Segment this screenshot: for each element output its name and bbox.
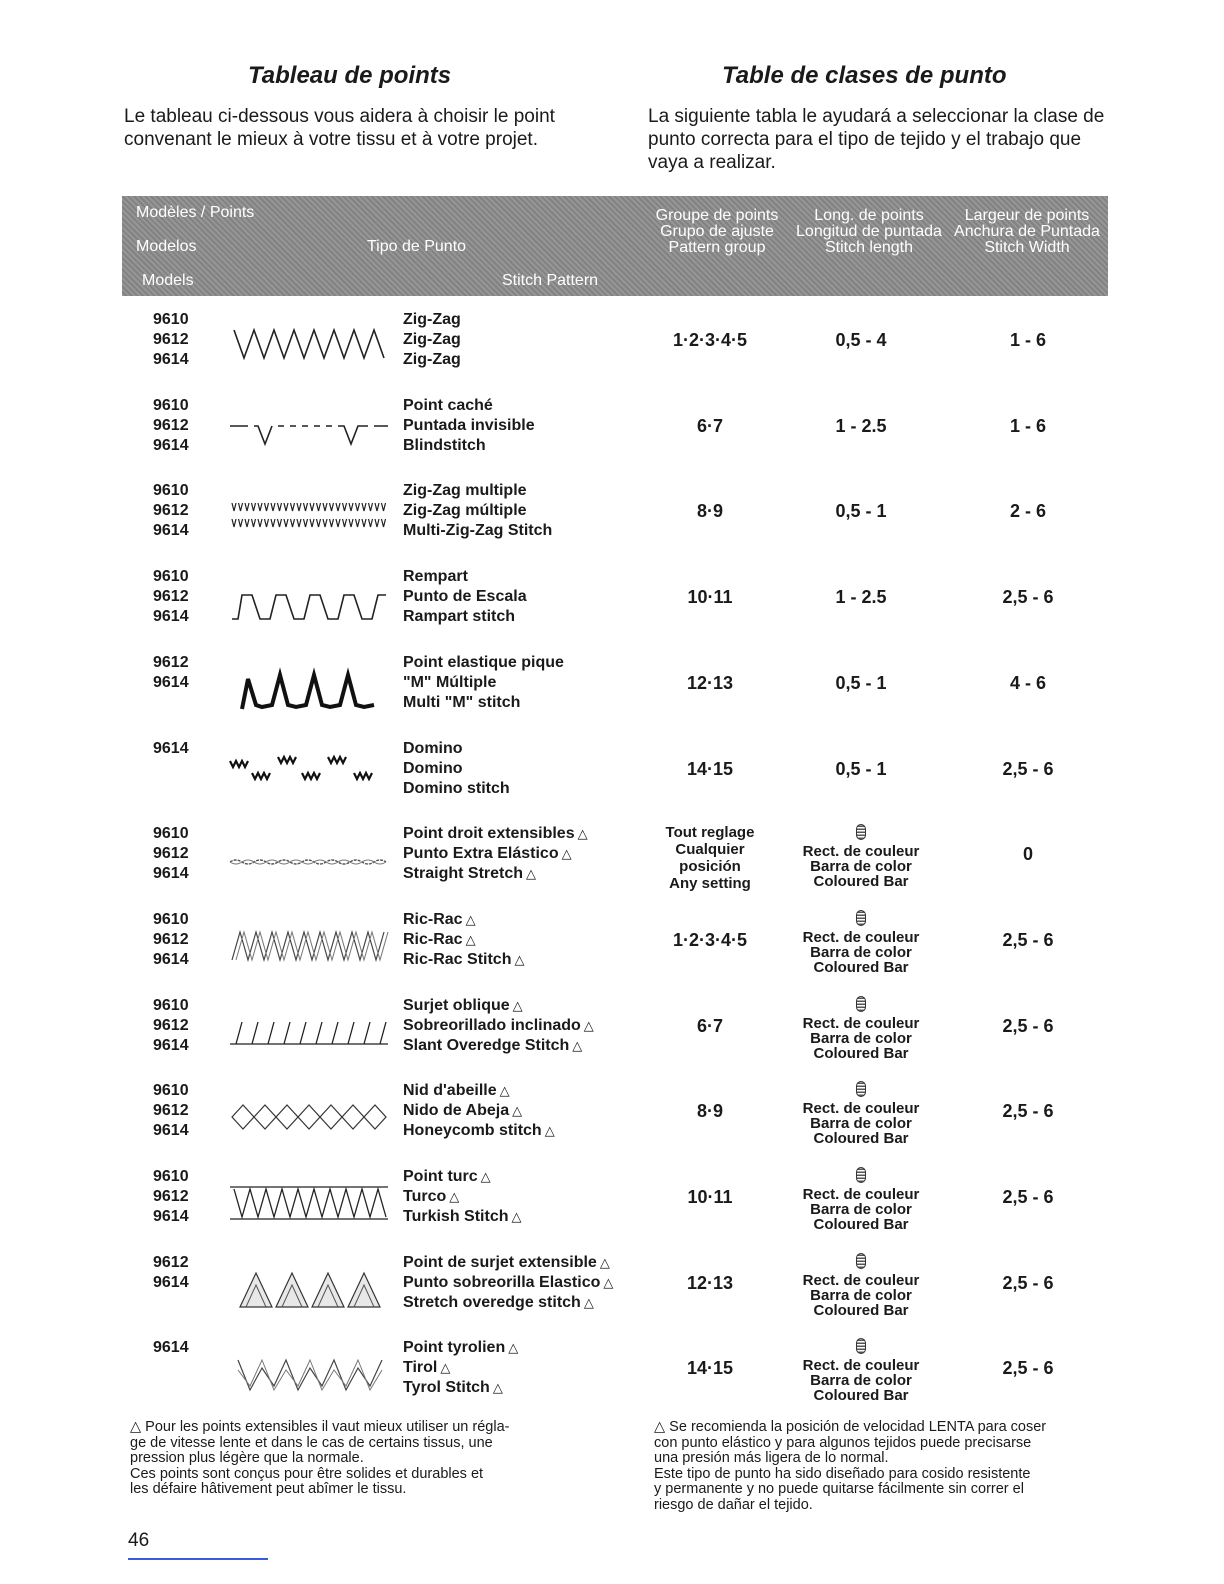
right-title: Table de clases de punto [722,62,1007,89]
model-number: 9614 [153,1122,189,1140]
stitch-name-line [403,1081,648,1101]
table-row [0,1253,1224,1339]
triangle-icon: △ [512,1103,523,1119]
triangle-icon: △ [492,1380,503,1396]
stitch-name-line [403,864,648,884]
stitch-name: Point droit extensibles [403,825,575,843]
stitch-length: 1 - 2.5 [835,587,887,608]
model-number: 9610 [153,910,189,928]
model-number: 9610 [153,1082,189,1100]
model-number: 9612 [153,416,189,434]
header-modeles-points: Modèles / Points [136,204,255,221]
stitch-length-line: Barra de color [810,943,912,961]
stitch-name: Point caché [403,396,493,414]
rampart-stitch-icon [228,575,390,625]
stitch-length [800,1338,922,1403]
stitch-length-line: Barra de color [810,1286,912,1304]
page-number: 46 [128,1530,150,1551]
stitch-names [403,910,648,970]
stitch-name: Puntada invisible [403,416,535,434]
stitch-names [403,824,648,884]
header-width-fr: Largeur de points [964,207,1090,224]
model-number: 9610 [153,568,189,586]
stitch-names [403,996,648,1056]
table-header [122,196,1108,296]
table-row [0,1081,1224,1167]
header-modelos: Modelos [136,238,197,255]
stitch-name: Domino [403,759,463,777]
pattern-group-line: posición [679,858,741,876]
multi-zigzag-icon [228,489,390,539]
stitch-name-line [403,759,648,779]
pattern-group-line: Cualquier [675,841,745,859]
stitch-name: Punto sobreorilla Elastico [403,1273,601,1291]
stitch-name: Turco [403,1188,447,1205]
stitch-name-line [403,416,648,436]
model-number: 9612 [153,930,189,948]
model-number: 9612 [153,1016,189,1034]
stitch-width: 1 - 6 [1009,415,1047,436]
stitch-name: Punto Extra Elástico [403,845,559,863]
model-number: 9612 [153,331,189,348]
stitch-length [800,1167,922,1232]
pattern-group: 6·7 [696,1015,723,1036]
header-group-es: Grupo de ajuste [660,223,774,240]
triangle-icon: △ [465,911,476,927]
stitch-length-line: Rect. de couleur [802,843,920,861]
coloured-bar-icon [856,1338,866,1354]
stitch-width: 2,5 - 6 [1002,758,1054,779]
stitch-name: Nid d'abeille [403,1082,497,1100]
stitch-length: 1 - 2.5 [835,415,887,436]
model-number: 9612 [153,588,189,606]
model-number: 9612 [153,845,189,863]
coloured-bar-icon [856,1167,866,1183]
stitch-length: 0,5 - 1 [835,501,887,522]
stitch-width: 2,5 - 6 [1002,1358,1054,1379]
stitch-name-line [403,693,648,713]
stitch-name-line [403,1207,648,1227]
stitch-name-line [403,673,648,693]
model-number: 9614 [153,950,189,968]
table-row [0,910,1224,996]
model-number: 9614 [153,351,189,368]
stitch-name-line [403,1036,648,1056]
stitch-name: Honeycomb stitch [403,1122,542,1140]
model-numbers [153,1081,203,1141]
pattern-group: 6·7 [696,415,723,436]
zigzag-stitch-icon [228,318,390,368]
straight-stretch-icon [228,832,390,882]
model-numbers [153,396,203,456]
stitch-name-line [403,607,648,627]
header-tipo: Tipo de Punto [367,238,467,255]
stitch-name-line [403,844,648,864]
pattern-group: 10·11 [687,587,733,608]
stitch-width: 2,5 - 6 [1002,1187,1054,1207]
triangle-icon: △ [499,1083,510,1099]
stitch-width: 2,5 - 6 [1002,587,1054,608]
stitch-name-line [403,350,648,370]
table-row [0,396,1224,482]
model-number: 9612 [153,1102,189,1120]
stitch-name: Surjet oblique [403,996,510,1014]
right-footnote: △ Se recomienda la posición de velocidad LENTA para coser con punto elástico y para algunos tejidos puede precisarse una presión más ligera de lo normal. Este tipo de punto ha sido diseñado para cosido resistente y permanente y no puede quitarse fácilmente sin correr el riesgo de dañar el tejido. [654,1419,1047,1513]
stitch-names [403,1167,648,1227]
slant-overedge-icon [228,1004,390,1054]
model-number: 9612 [153,1188,189,1205]
model-numbers [153,1338,203,1358]
model-number: 9610 [153,396,189,414]
triangle-icon: △ [583,1017,594,1033]
model-number: 9614 [153,608,189,626]
triangle-icon: △ [440,1360,451,1376]
header-width-es: Anchura de Puntada [954,223,1100,240]
table-row [0,824,1224,910]
stitch-name-line [403,1338,648,1358]
triangle-icon: △ [572,1037,583,1053]
stitch-length-line: Barra de color [810,1201,912,1218]
stitch-name: Ric-Rac [403,930,463,948]
stitch-name: Punto de Escala [403,588,527,606]
triangle-icon: △ [511,1209,522,1224]
stitch-length-line: Rect. de couleur [802,1014,920,1032]
pattern-group: 14·15 [686,1358,734,1379]
stitch-names [403,739,648,799]
stitch-length: 0,5 - 1 [835,672,887,693]
pattern-group-line: Tout reglage [665,824,755,842]
multi-m-stitch-icon [228,661,390,711]
stitch-names [403,653,648,713]
stitch-name-line [403,567,648,587]
stitch-length-line: Rect. de couleur [802,1271,920,1289]
stitch-name: Ric-Rac [403,910,463,928]
stitch-width: 0 [1022,844,1033,865]
stitch-names [403,1338,648,1398]
pattern-group: 12·13 [686,1272,734,1293]
stitch-name: Tyrol Stitch [403,1379,490,1397]
stitch-name: Zig-Zag multiple [403,482,527,500]
turkish-stitch-icon [228,1175,390,1225]
header-group-fr: Groupe de points [655,207,779,224]
model-number: 9614 [153,1036,189,1054]
coloured-bar-icon [856,1253,866,1269]
stitch-name: Point turc [403,1168,478,1185]
stitch-width: 2 - 6 [1009,501,1047,522]
stitch-name-line [403,930,648,950]
model-number: 9614 [153,436,189,454]
stitch-width: 2,5 - 6 [1002,1101,1054,1122]
stitch-name-line [403,910,648,930]
ric-rac-stitch-icon [228,918,390,968]
model-numbers [153,567,203,627]
stitch-width: 2,5 - 6 [1002,929,1054,950]
stitch-length: 0,5 - 4 [835,330,887,350]
stitch-name-line [403,1101,648,1121]
stitch-length-line: Coloured Bar [813,1387,909,1405]
model-number: 9610 [153,996,189,1014]
pattern-group: 10·11 [687,1187,733,1207]
stitch-name: Point elastique pique [403,653,564,671]
triangle-icon: △ [599,1254,610,1270]
stitch-name-line [403,824,648,844]
stitch-length-line: Barra de color [810,1372,912,1390]
model-number: 9610 [153,311,189,328]
stitch-width: 1 - 6 [1009,330,1047,350]
stitch-name: Multi-Zig-Zag Stitch [403,522,553,540]
header-length-es: Longitud de puntada [796,223,942,240]
stitch-length [800,1081,922,1146]
stitch-name: Zig-Zag [403,351,461,368]
stitch-width: 2,5 - 6 [1002,1272,1054,1293]
model-number: 9614 [153,1273,189,1291]
triangle-icon: △ [508,1340,519,1356]
stitch-names [403,481,648,541]
stitch-name-line [403,1016,648,1036]
stitch-name-line [403,521,648,541]
stitch-name: Stretch overedge stitch [403,1293,581,1311]
pattern-group: 1·2·3·4·5 [672,330,748,350]
stitch-names [403,310,648,370]
stitch-name: Rempart [403,568,468,586]
stitch-name: Tirol [403,1359,438,1377]
triangle-icon: △ [583,1294,594,1310]
triangle-icon: △ [577,826,588,842]
domino-stitch-icon [228,747,390,797]
header-stitch-width [952,208,1102,256]
triangle-icon: △ [526,866,537,882]
table-row [0,481,1224,567]
pattern-group: 8·9 [696,501,723,522]
model-numbers [153,1167,203,1227]
stitch-length-line: Barra de color [810,1029,912,1047]
table-row [0,996,1224,1082]
pattern-group: 12·13 [686,672,734,693]
pattern-group: 8·9 [696,1101,723,1122]
model-numbers [153,653,203,693]
model-number: 9610 [153,1168,189,1185]
model-numbers [153,310,203,370]
left-intro: Le tableau ci-dessous vous aidera à choisir le point convenant le mieux à votre tissu et à votre projet. [124,106,555,150]
triangle-icon: △ [480,1169,491,1184]
stitch-names [403,1253,648,1313]
honeycomb-stitch-icon [228,1089,390,1139]
stitch-name-line [403,739,648,759]
stitch-length-line: Barra de color [810,1115,912,1133]
stitch-name-line [403,587,648,607]
header-length-en: Stitch length [824,239,914,256]
stitch-name: Blindstitch [403,436,486,454]
left-footnote: △ Pour les points extensibles il vaut mieux utiliser un régla- ge de vitesse lente et dans le cas de certains tissus, une pression plus légère que la normale. Ces points sont conçus pour être solides et durables et les défaire hâtivement peut abîmer le tissu. [130,1419,510,1497]
stitch-name-line [403,1273,648,1293]
table-row [0,1167,1224,1253]
stitch-name-line [403,310,648,330]
table-row [0,567,1224,653]
triangle-icon: △ [512,997,523,1013]
stitch-name: Slant Overedge Stitch [403,1036,570,1054]
header-width-en: Stitch Width [984,239,1070,256]
model-number: 9614 [153,865,189,883]
model-number: 9612 [153,653,189,671]
model-numbers [153,996,203,1056]
stitch-name-line [403,1378,648,1398]
model-numbers [153,910,203,970]
pattern-group [650,824,770,892]
triangle-icon: △ [561,846,572,862]
stitch-name: Rampart stitch [403,608,516,626]
table-row [0,310,1224,396]
stitch-length [800,910,922,975]
model-number: 9614 [153,739,189,757]
stitch-name-line [403,1121,648,1141]
stitch-name: Zig-Zag [403,331,461,348]
tyrol-stitch-icon [228,1346,390,1396]
header-length-fr: Long. de points [814,207,924,224]
model-number: 9614 [153,673,189,691]
stitch-names [403,396,648,456]
stitch-name: Nido de Abeja [403,1102,510,1120]
stitch-length [800,824,922,889]
model-number: 9612 [153,1253,189,1271]
stitch-name: Turkish Stitch [403,1208,509,1225]
stitch-name: Zig-Zag [403,311,461,328]
stitch-name-line [403,996,648,1016]
model-number: 9610 [153,825,189,843]
stitch-name: Domino [403,739,463,757]
stitch-name-line [403,396,648,416]
model-number: 9614 [153,1208,189,1225]
coloured-bar-icon [856,996,866,1012]
stitch-names [403,1081,648,1141]
stitch-length-line: Coloured Bar [813,1044,909,1062]
coloured-bar-icon [856,824,866,840]
triangle-icon: △ [449,1189,460,1204]
stitch-name-line [403,1187,648,1207]
page-rule [128,1558,268,1560]
stitch-name-line [403,779,648,799]
triangle-icon: △ [465,931,476,947]
stitch-length-line: Coloured Bar [813,1301,909,1319]
table-row [0,653,1224,739]
stitch-length-line: Coloured Bar [813,1216,909,1233]
blindstitch-icon [228,404,390,454]
stitch-name: Point de surjet extensible [403,1253,597,1271]
stitch-length [800,1253,922,1318]
stitch-name-line [403,330,648,350]
stitch-length-line: Coloured Bar [813,873,909,891]
stitch-name: Sobreorillado inclinado [403,1016,581,1034]
stitch-length: 0,5 - 1 [835,758,887,779]
left-title: Tableau de points [248,62,452,89]
stitch-width: 2,5 - 6 [1002,1015,1054,1036]
header-group-en: Pattern group [668,239,766,256]
coloured-bar-icon [856,910,866,926]
table-row [0,739,1224,825]
stitch-name: Multi "M" stitch [403,693,521,711]
stitch-length-line: Barra de color [810,858,912,876]
model-numbers [153,481,203,541]
model-numbers [153,739,203,759]
stitch-name: Zig-Zag múltiple [403,502,527,520]
pattern-group: 1·2·3·4·5 [672,929,748,950]
pattern-group-line: Any setting [669,875,751,893]
stitch-name-line [403,1253,648,1273]
stitch-length-line: Rect. de couleur [802,1100,920,1118]
stitch-name-line [403,1293,648,1313]
stitch-name: Ric-Rac Stitch [403,950,512,968]
stitch-name-line [403,653,648,673]
model-numbers [153,1253,203,1293]
stitch-length-line: Coloured Bar [813,1130,909,1148]
header-stitch-length [794,208,944,256]
model-number: 9610 [153,482,189,500]
stitch-name-line [403,950,648,970]
stitch-name-line [403,436,648,456]
triangle-icon: △ [603,1274,614,1290]
model-number: 9614 [153,522,189,540]
stitch-width: 4 - 6 [1009,672,1047,693]
stitch-name: "M" Múltiple [403,673,497,691]
stitch-length [800,996,922,1061]
model-number: 9612 [153,502,189,520]
stitch-name: Domino stitch [403,779,510,797]
model-number: 9614 [153,1339,189,1357]
stitch-length-line: Coloured Bar [813,958,909,976]
table-row [0,1338,1224,1424]
stitch-length-line: Rect. de couleur [802,928,920,946]
stitch-name: Straight Stretch [403,865,524,883]
stitch-names [403,567,648,627]
stitch-length-line: Rect. de couleur [802,1357,920,1375]
stitch-name-line [403,501,648,521]
stitch-name-line [403,481,648,501]
header-models: Models [142,272,194,289]
stitch-length-line: Rect. de couleur [802,1186,920,1203]
stitch-name: Point tyrolien [403,1339,506,1357]
pattern-group: 14·15 [686,758,734,779]
coloured-bar-icon [856,1081,866,1097]
stitch-name-line [403,1167,648,1187]
triangle-icon: △ [514,951,525,967]
stretch-overedge-icon [228,1261,390,1311]
header-stitch-pattern: Stitch Pattern [502,272,599,289]
stitch-name-line [403,1358,648,1378]
right-intro: La siguiente tabla le ayudará a seleccionar la clase de punto correcta para el tipo de tejido y el trabajo que vaya a realizar. [648,106,1105,173]
header-pattern-group [642,208,792,256]
triangle-icon: △ [544,1123,555,1139]
model-numbers [153,824,203,884]
